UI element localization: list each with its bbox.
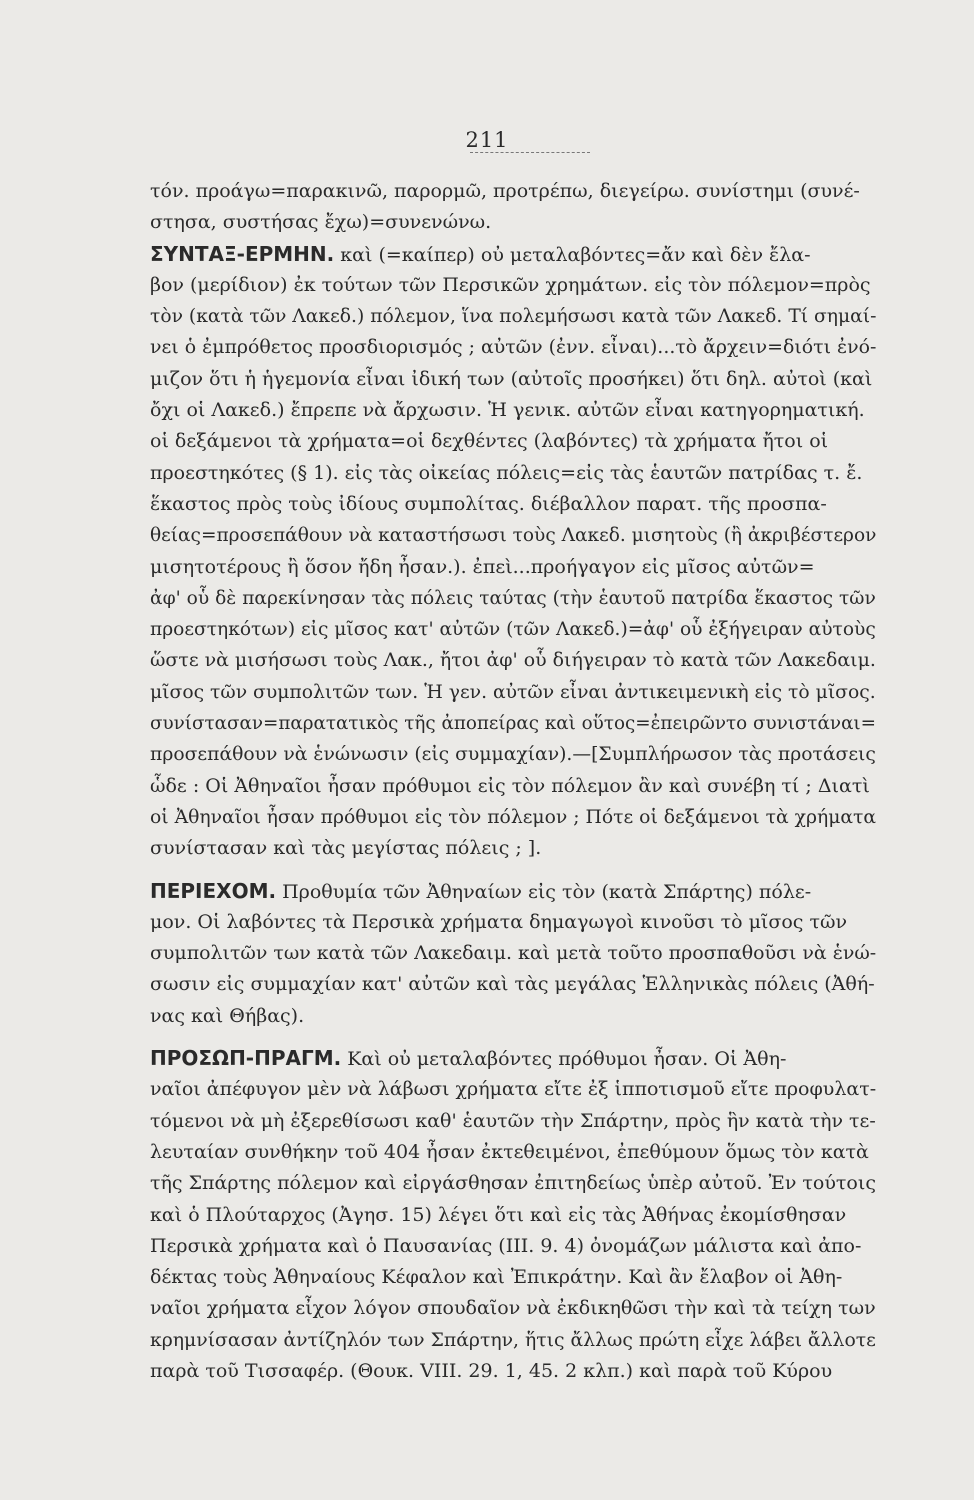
page-number: 211	[465, 128, 509, 152]
text-line	[150, 270, 876, 301]
line-text: τόν. προάγω=παρακινῶ, παρορμῶ, προτρέπω, διεγείρω. συνίστημι (συνέ-	[150, 180, 860, 202]
line-text: καὶ (=καίπερ) οὐ μεταλαβόντες=ἄν καὶ δὲν ἔλα-	[340, 243, 811, 266]
line-text: σωσιν εἰς συμμαχίαν κατ' αὐτῶν καὶ τὰς μεγάλας Ἑλληνικὰς πόλεις (Ἀθή-	[150, 973, 875, 996]
section-gap	[150, 865, 876, 876]
text-line	[150, 1043, 876, 1074]
text-line	[150, 552, 876, 583]
line-text: ἀφ' οὗ δὲ παρεκίνησαν τὰς πόλεις ταύτας (τὴν ἑαυτοῦ πατρίδα ἕκαστος τῶν	[150, 586, 876, 609]
text-line	[150, 1356, 876, 1387]
line-text: προεστηκότων) εἰς μῖσος κατ' αὐτῶν (τῶν Λακεδ.)=ἀφ' οὗ ἐξήγειραν αὐτοὺς	[150, 618, 876, 641]
line-text: Περσικὰ χρήματα καὶ ὁ Παυσανίας (ΙΙΙ. 9. 4) ὀνομάζων μάλιστα καὶ ἀπο-	[150, 1234, 862, 1257]
line-text: δέκτας τοὺς Ἀθηναίους Κέφαλον καὶ Ἐπικράτην. Καὶ ἂν ἔλαβον οἱ Ἀθη-	[150, 1266, 843, 1289]
text-line	[150, 907, 876, 938]
text-line	[150, 645, 876, 676]
text-line	[150, 876, 876, 907]
text-line	[150, 1106, 876, 1137]
text-line	[150, 739, 876, 770]
section-heading: ΠΕΡΙΕΧΟΜ.	[150, 878, 277, 903]
text-line	[150, 938, 876, 969]
text-line	[150, 708, 876, 739]
text-line	[150, 1262, 876, 1293]
text-line	[150, 395, 876, 426]
text-line	[150, 771, 876, 802]
line-text: στησα, συστήσας ἔχω)=συνενώνω.	[150, 211, 492, 234]
line-text: τὸν (κατὰ τῶν Λακεδ.) πόλεμον, ἵνα πολεμήσωσι κατὰ τῶν Λακεδ. Τί σημαί-	[150, 305, 876, 328]
line-text: νει ὁ ἐμπρόθετος προσδιορισμός ; αὐτῶν (ἐνν. εἶναι)...τὸ ἄρχειν=διότι ἐνό-	[150, 336, 876, 359]
line-text: καὶ ὁ Πλούταρχος (Ἀγησ. 15) λέγει ὅτι καὶ εἰς τὰς Ἀθήνας ἐκομίσθησαν	[150, 1203, 847, 1226]
line-text: οἱ Ἀθηναῖοι ἦσαν πρόθυμοι εἰς τὸν πόλεμον ; Πότε οἱ δεξάμενοι τὰ χρήματα	[150, 805, 876, 828]
text-line	[150, 1074, 876, 1105]
text-line	[150, 1168, 876, 1199]
text-line	[150, 1293, 876, 1324]
text-line	[150, 1001, 876, 1032]
text-line	[150, 969, 876, 1000]
line-text: ὄχι οἱ Λακεδ.) ἔπρεπε νὰ ἄρχωσιν. Ἡ γενικ. αὐτῶν εἶναι κατηγορηματική.	[150, 399, 865, 422]
line-text: Προθυμία τῶν Ἀθηναίων εἰς τὸν (κατὰ Σπάρτης) πόλε-	[282, 880, 812, 903]
text-line	[150, 677, 876, 708]
text-line	[150, 520, 876, 551]
text-line	[150, 1325, 876, 1356]
line-text: ναῖοι ἀπέφυγον μὲν νὰ λάβωσι χρήματα εἴτε ἐξ ἱπποτισμοῦ εἴτε προφυλατ-	[150, 1078, 876, 1101]
line-text: βον (μερίδιον) ἐκ τούτων τῶν Περσικῶν χρημάτων. εἰς τὸν πόλεμον=πρὸς	[150, 273, 871, 296]
line-text: μον. Οἱ λαβόντες τὰ Περσικὰ χρήματα δημαγωγοὶ κινοῦσι τὸ μῖσος τῶν	[150, 910, 848, 933]
line-text: κρημνίσασαν ἀντίζηλόν των Σπάρτην, ἥτις ἄλλως πρώτη εἶχε λάβει ἄλλοτε	[150, 1328, 876, 1351]
line-text: συνίστασαν καὶ τὰς μεγίστας πόλεις ; ].	[150, 837, 542, 860]
line-text: προεστηκότες (§ 1). εἰς τὰς οἰκείας πόλεις=εἰς τὰς ἑαυτῶν πατρίδας τ. ἔ.	[150, 461, 863, 484]
line-text: μισητοτέρους ἢ ὅσον ἤδη ἦσαν.). ἐπεὶ...προήγαγον εἰς μῖσος αὐτῶν=	[150, 555, 815, 578]
line-text: λευταίαν συνθήκην τοῦ 404 ἦσαν ἐκτεθειμένοι, ἐπεθύμουν ὅμως τὸν κατὰ	[150, 1140, 869, 1163]
line-text: συμπολιτῶν των κατὰ τῶν Λακεδαιμ. καὶ μετὰ τοῦτο προσπαθοῦσι νὰ ἑνώ-	[150, 942, 876, 965]
line-text: συνίστασαν=παρατατικὸς τῆς ἀποπείρας καὶ οὕτος=ἐπειρῶντο συνιστάναι=	[150, 712, 876, 735]
text-line	[150, 426, 876, 457]
text-line	[150, 583, 876, 614]
text-line	[150, 802, 876, 833]
text-line	[150, 1231, 876, 1262]
text-line	[150, 458, 876, 489]
text-line	[150, 364, 876, 395]
text-line	[150, 614, 876, 645]
line-text: νας καὶ Θήβας).	[150, 1004, 305, 1027]
line-text: ὧδε : Οἱ Ἀθηναῖοι ἦσαν πρόθυμοι εἰς τὸν πόλεμον ἂν καὶ συνέβη τί ; Διατὶ	[150, 774, 870, 797]
section-gap	[150, 1032, 876, 1043]
text-line	[150, 1200, 876, 1231]
line-text: Καὶ οὐ μεταλαβόντες πρόθυμοι ἦσαν. Οἱ Ἀθη-	[347, 1048, 787, 1071]
text-line	[150, 833, 876, 864]
text-line	[150, 489, 876, 520]
text-line	[150, 176, 876, 207]
text-line	[150, 207, 876, 238]
line-text: ἕκαστος πρὸς τοὺς ἰδίους συμπολίτας. διέβαλλον παρατ. τῆς προσπα-	[150, 492, 827, 515]
line-text: μῖσος τῶν συμπολιτῶν των. Ἡ γεν. αὐτῶν εἶναι ἀντικειμενικὴ εἰς τὸ μῖσος.	[150, 680, 876, 703]
section-heading: ΠΡΟΣΩΠ-ΠΡΑΓΜ.	[150, 1046, 342, 1071]
line-text: προσεπάθουν νὰ ἑνώνωσιν (εἰς συμμαχίαν).—[Συμπλήρωσον τὰς προτάσεις	[150, 743, 876, 766]
section-heading: ΣΥΝΤΑΞ-ΕΡΜΗΝ.	[150, 241, 335, 266]
text-line	[150, 332, 876, 363]
line-text: τῆς Σπάρτης πόλεμον καὶ εἰργάσθησαν ἐπιτηδείως ὑπὲρ αὐτοῦ. Ἐν τούτοις	[150, 1172, 876, 1195]
text-line	[150, 1137, 876, 1168]
page-body-text	[150, 176, 876, 1387]
line-text: οἱ δεξάμενοι τὰ χρήματα=οἱ δεχθέντες (λαβόντες) τὰ χρήματα ἤτοι οἱ	[150, 430, 829, 453]
line-text: τόμενοι νὰ μὴ ἐξερεθίσωσι καθ' ἑαυτῶν τὴν Σπάρτην, πρὸς ἣν κατὰ τὴν τε-	[150, 1109, 876, 1132]
line-text: ναῖοι χρήματα εἶχον λόγον σπουδαῖον νὰ ἐκδικηθῶσι τὴν καὶ τὰ τείχη των	[150, 1297, 876, 1320]
text-line	[150, 301, 876, 332]
line-text: μιζον ὅτι ἡ ἡγεμονία εἶναι ἰδική των (αὐτοῖς προσήκει) ὅτι δηλ. αὐτοὶ (καὶ	[150, 367, 873, 390]
line-text: θείας=προσεπάθουν νὰ καταστήσωσι τοὺς Λακεδ. μισητοὺς (ἢ ἀκριβέστερον	[150, 524, 876, 547]
text-line	[150, 239, 876, 270]
header-rule	[470, 152, 590, 153]
line-text: ὥστε νὰ μισήσωσι τοὺς Λακ., ἤτοι ἀφ' οὗ διήγειραν τὸ κατὰ τῶν Λακεδαιμ.	[150, 649, 876, 672]
line-text: παρὰ τοῦ Τισσαφέρ. (Θουκ. VIII. 29. 1, 45. 2 κλπ.) καὶ παρὰ τοῦ Κύρου	[150, 1359, 833, 1382]
